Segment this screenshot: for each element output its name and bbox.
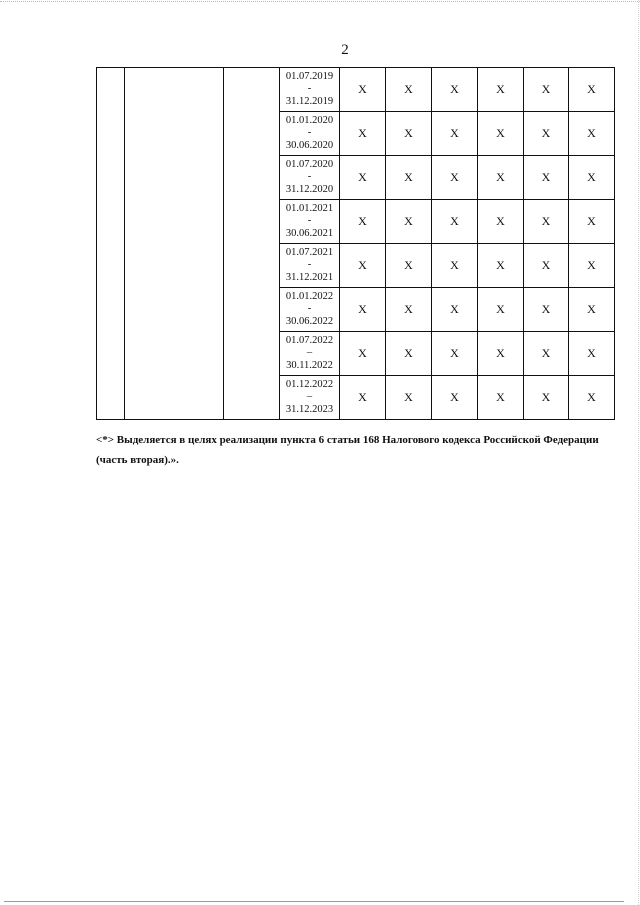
mark-cell: X xyxy=(524,156,569,200)
merged-empty-cell-1 xyxy=(97,68,125,420)
period-end: 31.12.2021 xyxy=(285,271,334,283)
table-row xyxy=(97,68,615,112)
mark-cell: X xyxy=(386,288,432,332)
period-start: 01.12.2022 xyxy=(285,378,334,390)
period-end: 31.12.2023 xyxy=(285,403,334,415)
scan-edge-bottom xyxy=(4,901,624,902)
mark-cell: X xyxy=(524,68,569,112)
mark-cell: X xyxy=(386,332,432,376)
mark-cell: X xyxy=(340,112,386,156)
mark-cell: X xyxy=(569,68,615,112)
period-end: 31.12.2019 xyxy=(285,95,334,107)
mark-cell: X xyxy=(432,156,478,200)
mark-cell: X xyxy=(478,332,524,376)
mark-cell: X xyxy=(340,376,386,420)
mark-cell: X xyxy=(569,112,615,156)
period-start: 01.07.2020 xyxy=(285,158,334,170)
mark-cell: X xyxy=(340,244,386,288)
mark-cell: X xyxy=(524,200,569,244)
mark-cell: X xyxy=(478,376,524,420)
period-end: 30.11.2022 xyxy=(286,359,333,371)
mark-cell: X xyxy=(386,68,432,112)
mark-cell: X xyxy=(478,244,524,288)
period-end: 30.06.2021 xyxy=(285,227,334,239)
mark-cell: X xyxy=(386,244,432,288)
period-start: 01.01.2020 xyxy=(285,114,334,126)
mark-cell: X xyxy=(432,332,478,376)
period-dash: - xyxy=(307,83,312,95)
mark-cell: X xyxy=(524,112,569,156)
mark-cell: X xyxy=(386,156,432,200)
mark-cell: X xyxy=(432,200,478,244)
mark-cell: X xyxy=(524,244,569,288)
scan-edge-top xyxy=(0,1,640,2)
period-cell xyxy=(280,68,340,112)
mark-cell: X xyxy=(478,156,524,200)
period-dash: – xyxy=(306,391,313,403)
period-cell xyxy=(280,156,340,200)
footnote: <*> Выделяется в целях реализации пункта 6 статьи 168 Налогового кодекса Российской Федерации (часть вторая).». xyxy=(96,434,599,466)
mark-cell: X xyxy=(386,376,432,420)
mark-cell: X xyxy=(569,244,615,288)
mark-cell: X xyxy=(386,200,432,244)
mark-cell: X xyxy=(569,376,615,420)
mark-cell: X xyxy=(340,200,386,244)
period-cell xyxy=(280,376,340,420)
period-end: 31.12.2020 xyxy=(285,183,334,195)
mark-cell: X xyxy=(432,244,478,288)
mark-cell: X xyxy=(340,156,386,200)
period-cell xyxy=(280,332,340,376)
mark-cell: X xyxy=(569,288,615,332)
mark-cell: X xyxy=(478,200,524,244)
mark-cell: X xyxy=(340,332,386,376)
period-dash: - xyxy=(307,259,312,271)
period-dash: - xyxy=(307,215,312,227)
mark-cell: X xyxy=(340,288,386,332)
mark-cell: X xyxy=(432,68,478,112)
period-dash: - xyxy=(307,171,312,183)
mark-cell: X xyxy=(478,288,524,332)
period-dash: - xyxy=(307,127,312,139)
tariff-period-table xyxy=(96,67,615,420)
mark-cell: X xyxy=(478,68,524,112)
mark-cell: X xyxy=(569,200,615,244)
mark-cell: X xyxy=(524,332,569,376)
mark-cell: X xyxy=(524,376,569,420)
period-end: 30.06.2022 xyxy=(285,315,334,327)
merged-empty-cell-2 xyxy=(125,68,224,420)
period-cell xyxy=(280,288,340,332)
mark-cell: X xyxy=(432,288,478,332)
mark-cell: X xyxy=(340,68,386,112)
period-start: 01.01.2021 xyxy=(285,202,334,214)
mark-cell: X xyxy=(569,156,615,200)
period-cell xyxy=(280,244,340,288)
period-cell xyxy=(280,200,340,244)
merged-empty-cell-3 xyxy=(224,68,280,420)
mark-cell: X xyxy=(432,112,478,156)
period-start: 01.01.2022 xyxy=(285,290,334,302)
period-start: 01.07.2022 xyxy=(285,334,334,346)
mark-cell: X xyxy=(432,376,478,420)
period-dash: – xyxy=(306,347,313,359)
mark-cell: X xyxy=(386,112,432,156)
period-start: 01.07.2019 xyxy=(285,70,334,82)
mark-cell: X xyxy=(478,112,524,156)
scan-edge-right xyxy=(638,0,639,905)
period-start: 01.07.2021 xyxy=(285,246,334,258)
mark-cell: X xyxy=(569,332,615,376)
period-dash: - xyxy=(307,303,312,315)
period-cell xyxy=(280,112,340,156)
mark-cell: X xyxy=(524,288,569,332)
page-number: 2 xyxy=(341,42,349,58)
period-end: 30.06.2020 xyxy=(285,139,334,151)
